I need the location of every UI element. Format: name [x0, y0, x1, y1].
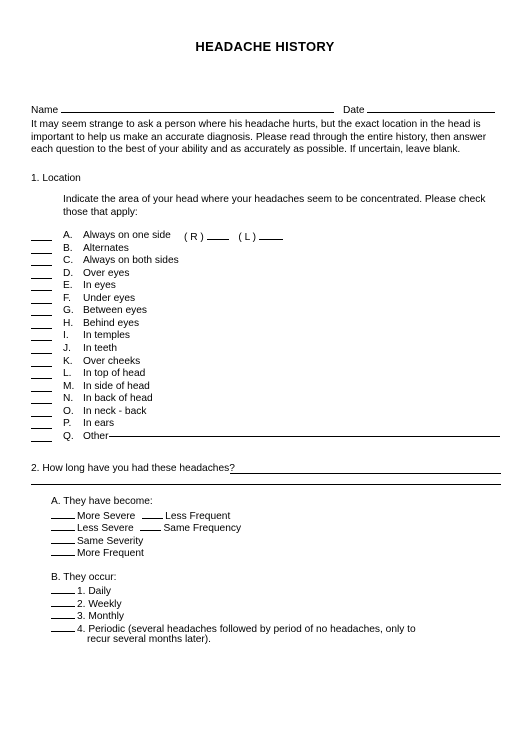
- weekly-blank[interactable]: [51, 597, 75, 607]
- same-frequency-label: Same Frequency: [163, 523, 242, 534]
- more-frequent-label: More Frequent: [77, 548, 144, 559]
- location-option-label: Over eyes: [83, 267, 130, 279]
- duration-input-line-1[interactable]: [230, 463, 501, 474]
- location-checkbox-blank[interactable]: [31, 431, 52, 442]
- right-side-blank[interactable]: [207, 230, 229, 240]
- location-option-letter: H.: [63, 317, 74, 329]
- location-checkbox-blank[interactable]: [31, 230, 52, 241]
- section-1-heading: 1. Location: [31, 173, 81, 184]
- location-option-letter: O.: [63, 405, 74, 417]
- location-option-letter: F.: [63, 292, 71, 304]
- location-checkbox-blank[interactable]: [31, 343, 52, 354]
- right-side-label: ( R ): [184, 232, 204, 243]
- less-severe-label: Less Severe: [77, 523, 134, 534]
- location-option-label: Over cheeks: [83, 355, 141, 367]
- location-option-letter: M.: [63, 380, 75, 392]
- more-severe-label: More Severe: [77, 511, 136, 522]
- monthly-label: 3. Monthly: [77, 611, 124, 622]
- same-severity-label: Same Severity: [77, 536, 144, 547]
- location-option-label: Between eyes: [83, 305, 147, 317]
- more-severe-blank[interactable]: [51, 509, 75, 519]
- location-option-letter: E.: [63, 280, 73, 292]
- date-field-row: [343, 103, 495, 118]
- location-option-label: In temples: [83, 330, 130, 342]
- less-frequent-blank[interactable]: [142, 509, 163, 519]
- location-option-label: In teeth: [83, 342, 117, 354]
- more-frequent-blank[interactable]: [51, 546, 75, 556]
- name-input-line[interactable]: [61, 103, 334, 113]
- side-selector: [184, 230, 283, 245]
- location-option-label: Behind eyes: [83, 317, 140, 329]
- other-location-input-line[interactable]: [109, 426, 500, 437]
- location-option-letter: B.: [63, 242, 73, 254]
- periodic-blank[interactable]: [51, 622, 75, 632]
- location-checkbox-blank[interactable]: [31, 243, 52, 254]
- location-option-label: In neck - back: [83, 405, 147, 417]
- location-checkbox-blank[interactable]: [31, 318, 52, 329]
- location-option-label: In top of head: [83, 368, 146, 380]
- location-option-letter: J.: [63, 342, 71, 354]
- location-option-label: Alternates: [83, 242, 129, 254]
- name-field-row: [31, 103, 334, 118]
- section-1-instruction: Indicate the area of your head where your headaches seem to be concentrated. Please check those that apply:: [63, 194, 486, 218]
- location-checkbox-blank[interactable]: [31, 381, 52, 392]
- intro-paragraph: It may seem strange to ask a person where his headache hurts, but the exact location in the head is important to help us make an accurate diagnosis. Please read through the entire history, then answer each question to the best of your ability and as accurately as possible. If uncertain, leave blank.: [31, 119, 487, 156]
- location-option-label: Under eyes: [83, 292, 136, 304]
- left-side-blank[interactable]: [259, 230, 283, 240]
- daily-label: 1. Daily: [77, 586, 111, 597]
- location-option-label: Always on both sides: [83, 255, 179, 267]
- monthly-blank[interactable]: [51, 609, 75, 619]
- part-a-row-4: [51, 546, 144, 561]
- location-option-letter: P.: [63, 418, 72, 430]
- location-option-label: Always on one side: [83, 230, 171, 241]
- page-title: HEADACHE HISTORY: [195, 39, 335, 54]
- location-option-label: In ears: [83, 418, 115, 430]
- location-option-letter: D.: [63, 267, 74, 279]
- location-checkbox-blank[interactable]: [31, 280, 52, 291]
- same-severity-blank[interactable]: [51, 534, 75, 544]
- part-a-heading: A. They have become:: [51, 496, 153, 507]
- location-option-label: Other: [83, 430, 109, 442]
- periodic-continuation: recur several months later).: [87, 634, 211, 645]
- location-checkbox-blank[interactable]: [31, 293, 52, 304]
- date-label: Date: [343, 105, 365, 116]
- location-checkbox-blank[interactable]: [31, 356, 52, 367]
- location-option-letter: K.: [63, 355, 73, 367]
- weekly-label: 2. Weekly: [77, 599, 122, 610]
- daily-blank[interactable]: [51, 584, 75, 594]
- location-option-letter: G.: [63, 305, 74, 317]
- location-option-letter: L.: [63, 368, 72, 380]
- part-b-heading: B. They occur:: [51, 572, 117, 583]
- location-checkbox-blank[interactable]: [31, 255, 52, 266]
- location-option-label: In eyes: [83, 280, 116, 292]
- location-option-label: In side of head: [83, 380, 150, 392]
- location-option-letter: C.: [63, 255, 74, 267]
- location-checkbox-blank[interactable]: [31, 305, 52, 316]
- duration-input-line-2[interactable]: [31, 474, 501, 485]
- location-option-letter: A.: [63, 230, 73, 241]
- location-checkbox-blank[interactable]: [31, 330, 52, 341]
- location-option-letter: Q.: [63, 430, 74, 442]
- location-checkbox-blank[interactable]: [31, 268, 52, 279]
- location-option-letter: I.: [63, 330, 69, 342]
- location-checkbox-blank[interactable]: [31, 418, 52, 429]
- location-checkbox-blank[interactable]: [31, 406, 52, 417]
- same-frequency-blank[interactable]: [140, 521, 161, 531]
- date-input-line[interactable]: [367, 103, 495, 113]
- section-2-question: 2. How long have you had these headaches?: [31, 463, 235, 474]
- location-checkbox-blank[interactable]: [31, 393, 52, 404]
- location-checkbox-blank[interactable]: [31, 368, 52, 379]
- less-frequent-label: Less Frequent: [165, 511, 231, 522]
- location-option-letter: N.: [63, 393, 74, 405]
- periodic-label: 4. Periodic (several headaches followed by period of no headaches, only to: [77, 624, 416, 635]
- less-severe-blank[interactable]: [51, 521, 75, 531]
- left-side-label: ( L ): [238, 232, 257, 243]
- name-label: Name: [31, 105, 59, 116]
- location-option-label: In back of head: [83, 393, 153, 405]
